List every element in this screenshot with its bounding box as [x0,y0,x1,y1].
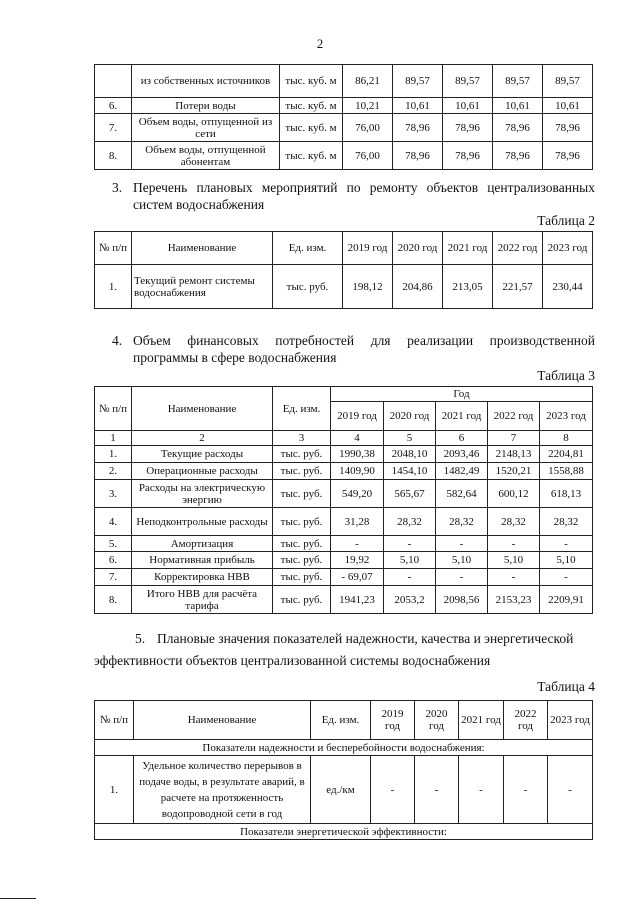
value-cell: 5,10 [488,552,540,569]
table-header-row [95,387,593,402]
col-header-year: 2019 год [343,232,393,265]
table-row [95,463,593,480]
row-name: Объем воды, отпущенной абонентам [132,142,280,170]
group-row [95,824,593,840]
row-unit: тыс. руб. [273,265,343,309]
col-header-year: 2020 год [393,232,443,265]
value-cell: 78,96 [443,142,493,170]
col-header-year: 2021 год [436,402,488,431]
row-num: 7. [95,114,132,142]
value-cell: 2153,23 [488,586,540,614]
row-name: Текущие расходы [132,446,273,463]
column-number: 4 [331,431,384,446]
col-header-num: № п/п [95,232,132,265]
value-cell: 5,10 [540,552,593,569]
table-1-continuation [94,64,593,170]
value-cell: 78,96 [443,114,493,142]
value-cell: 10,61 [393,98,443,114]
row-unit: тыс. куб. м [280,65,343,98]
table-row [95,536,593,552]
value-cell: - [384,569,436,586]
row-num: 5. [95,536,132,552]
col-header-name: Наименование [134,701,311,740]
table-2 [94,231,593,309]
group-row [95,740,593,756]
section-3-title: Перечень плановых мероприятий по ремонту объектов централизованных систем водоснабжения [133,180,595,212]
row-num: 7. [95,569,132,586]
row-unit: тыс. руб. [273,480,331,508]
table-4-caption: Таблица 4 [537,679,595,694]
value-cell: 1482,49 [436,463,488,480]
table-row [95,552,593,569]
row-num: 8. [95,586,132,614]
table-row [95,569,593,586]
value-cell: 10,61 [543,98,593,114]
col-header-year: 2023 год [548,701,593,740]
col-header-unit: Ед. изм. [273,232,343,265]
column-number-row [95,431,593,446]
value-cell: 78,96 [543,142,593,170]
value-cell: - [504,756,548,824]
table-row [95,65,593,98]
value-cell: 89,57 [543,65,593,98]
table-row [95,586,593,614]
value-cell: 213,05 [443,265,493,309]
col-header-num: № п/п [95,701,134,740]
value-cell: - [371,756,415,824]
page-edge-mark [0,898,36,899]
row-unit: тыс. руб. [273,586,331,614]
col-header-year: 2021 год [459,701,504,740]
row-unit: тыс. руб. [273,552,331,569]
col-header-name: Наименование [132,387,273,431]
value-cell: - [548,756,593,824]
row-num: 2. [95,463,132,480]
row-name: Текущий ремонт системы водоснабжения [132,265,273,309]
table-3-caption: Таблица 3 [537,368,595,383]
value-cell: - [384,536,436,552]
value-cell: 28,32 [488,508,540,536]
value-cell: 1409,90 [331,463,384,480]
row-num: 1. [95,265,132,309]
value-cell: - [331,536,384,552]
page-number: 2 [316,36,324,51]
value-cell: 582,64 [436,480,488,508]
group-energy-label: Показатели энергетической эффективности: [95,824,593,840]
col-header-unit: Ед. изм. [273,387,331,431]
value-cell: 5,10 [436,552,488,569]
value-cell: 28,32 [436,508,488,536]
value-cell: 198,12 [343,265,393,309]
row-unit: тыс. куб. м [280,114,343,142]
value-cell: 76,00 [343,114,393,142]
value-cell: 86,21 [343,65,393,98]
row-num: 6. [95,552,132,569]
value-cell: - [459,756,504,824]
row-unit: тыс. руб. [273,508,331,536]
value-cell: 1520,21 [488,463,540,480]
col-header-year: 2019 год [331,402,384,431]
row-name: Расходы на электрическую энергию [132,480,273,508]
column-number: 1 [95,431,132,446]
value-cell: 89,57 [493,65,543,98]
table-row [95,142,593,170]
col-header-unit: Ед. изм. [311,701,371,740]
row-unit: тыс. куб. м [280,142,343,170]
section-5-title-line-1: Плановые значения показателей надежности, качества и энергетической [157,631,574,646]
row-name: Амортизация [132,536,273,552]
value-cell: 78,96 [543,114,593,142]
row-num: 4. [95,508,132,536]
row-unit: тыс. руб. [273,446,331,463]
value-cell: 565,67 [384,480,436,508]
row-num: 6. [95,98,132,114]
value-cell: - [436,569,488,586]
row-unit: ед./км [311,756,371,824]
value-cell: 2098,56 [436,586,488,614]
value-cell: 10,61 [443,98,493,114]
col-header-year: 2022 год [504,701,548,740]
value-cell: 19,92 [331,552,384,569]
row-unit: тыс. руб. [273,536,331,552]
row-unit: тыс. руб. [273,463,331,480]
table-row [95,265,593,309]
row-num: 1. [95,446,132,463]
column-number: 7 [488,431,540,446]
column-number: 5 [384,431,436,446]
row-name: Нормативная прибыль [132,552,273,569]
value-cell: 78,96 [493,142,543,170]
col-header-god: Год [331,387,593,402]
value-cell: 221,57 [493,265,543,309]
value-cell: 2053,2 [384,586,436,614]
value-cell: - [488,536,540,552]
value-cell: 10,61 [493,98,543,114]
group-reliability-label: Показатели надежности и бесперебойности водоснабжения: [95,740,593,756]
value-cell: 31,28 [331,508,384,536]
value-cell: - [415,756,459,824]
value-cell: 89,57 [393,65,443,98]
table-row [95,480,593,508]
col-header-year: 2021 год [443,232,493,265]
table-4 [94,700,593,840]
col-header-year: 2023 год [543,232,593,265]
value-cell: 600,12 [488,480,540,508]
col-header-year: 2019 год [371,701,415,740]
table-header-row [95,232,593,265]
value-cell: 2209,91 [540,586,593,614]
table-row [95,756,593,824]
table-header-row [95,701,593,740]
value-cell: - [540,569,593,586]
value-cell: 78,96 [493,114,543,142]
value-cell: 1454,10 [384,463,436,480]
table-row [95,98,593,114]
value-cell: 1941,23 [331,586,384,614]
row-name: из собственных источников [132,65,280,98]
row-num: 1. [95,756,134,824]
value-cell: - [488,569,540,586]
table-row [95,446,593,463]
row-name: Потери воды [132,98,280,114]
row-num: 8. [95,142,132,170]
row-num: 3. [95,480,132,508]
column-number: 8 [540,431,593,446]
column-number: 2 [132,431,273,446]
row-name: Объем воды, отпущенной из сети [132,114,280,142]
column-number: 6 [436,431,488,446]
table-2-caption: Таблица 2 [537,213,595,228]
row-name: Неподконтрольные расходы [132,508,273,536]
section-5-title-line-2: эффективности объектов централизованной системы водоснабжения [94,653,491,668]
value-cell: 76,00 [343,142,393,170]
value-cell: 2048,10 [384,446,436,463]
value-cell: 89,57 [443,65,493,98]
row-name: Итого НВВ для расчёта тарифа [132,586,273,614]
row-name: Корректировка НВВ [132,569,273,586]
value-cell: - 69,07 [331,569,384,586]
value-cell: 204,86 [393,265,443,309]
value-cell: 78,96 [393,142,443,170]
value-cell: 618,13 [540,480,593,508]
col-header-year: 2020 год [384,402,436,431]
value-cell: 28,32 [540,508,593,536]
section-4-title: Объем финансовых потребностей для реализации производственной программы в сфере водоснабжения [133,333,595,365]
col-header-name: Наименование [132,232,273,265]
value-cell: 549,20 [331,480,384,508]
value-cell: 5,10 [384,552,436,569]
col-header-year: 2022 год [488,402,540,431]
row-name: Операционные расходы [132,463,273,480]
value-cell: 2093,46 [436,446,488,463]
section-3-number: 3. [112,180,123,195]
row-unit: тыс. руб. [273,569,331,586]
row-name: Удельное количество перерывов в подаче воды, в результате аварий, в расчете на протяженность водопроводной сети в год [134,756,311,824]
section-4-number: 4. [112,333,123,348]
value-cell: 28,32 [384,508,436,536]
value-cell: - [436,536,488,552]
value-cell: 1990,38 [331,446,384,463]
table-3 [94,386,593,614]
col-header-num: № п/п [95,387,132,431]
value-cell: 10,21 [343,98,393,114]
table-row [95,508,593,536]
col-header-year: 2022 год [493,232,543,265]
section-5-number: 5. [135,631,146,646]
col-header-year: 2020 год [415,701,459,740]
row-unit: тыс. куб. м [280,98,343,114]
value-cell: 78,96 [393,114,443,142]
table-row [95,114,593,142]
value-cell: 2148,13 [488,446,540,463]
column-number: 3 [273,431,331,446]
value-cell: 230,44 [543,265,593,309]
value-cell: 2204,81 [540,446,593,463]
value-cell: 1558,88 [540,463,593,480]
col-header-year: 2023 год [540,402,593,431]
value-cell: - [540,536,593,552]
row-num [95,65,132,98]
